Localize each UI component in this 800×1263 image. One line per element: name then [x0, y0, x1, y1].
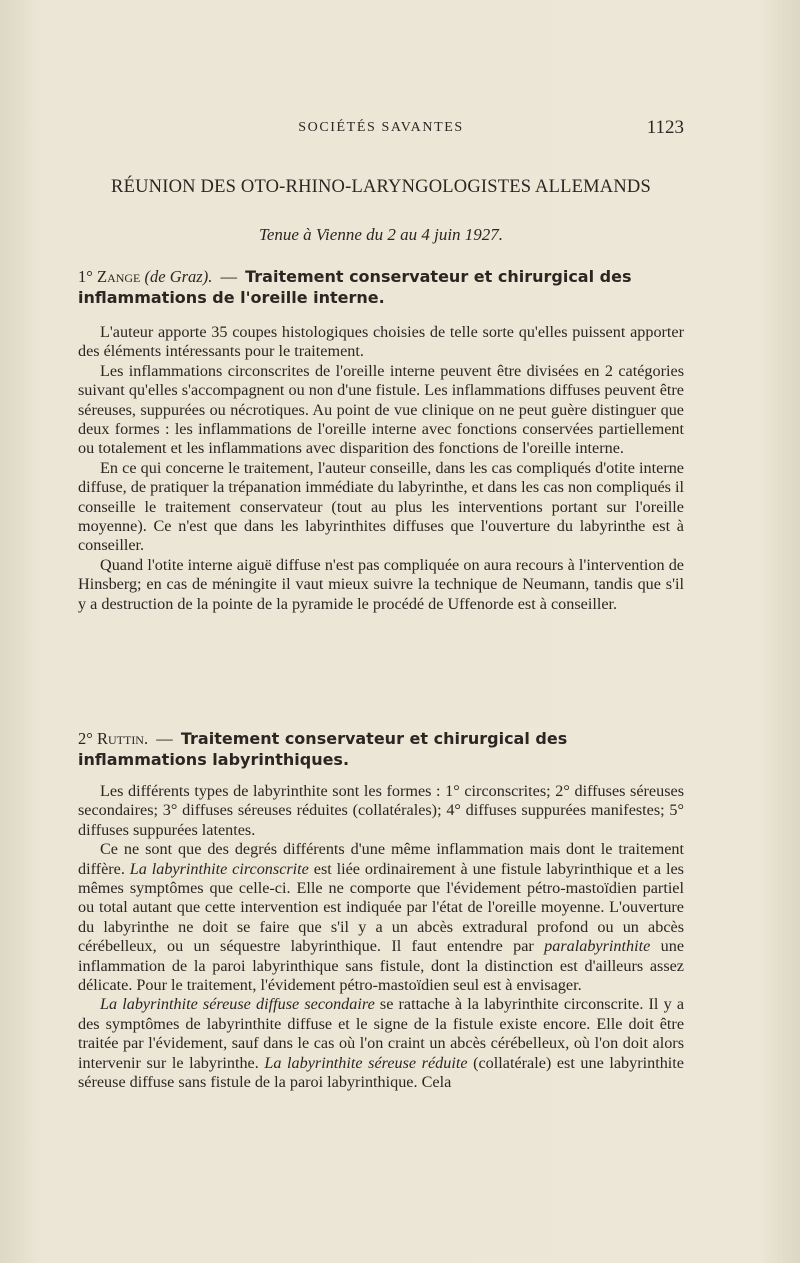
section-2-paragraph-2 [78, 840, 684, 995]
section-1-affiliation: (de Graz). [144, 267, 213, 286]
article-subheading: Tenue à Vienne du 2 au 4 juin 1927. [258, 225, 504, 244]
section-2-body [78, 782, 684, 1093]
section-1-paragraph-3: En ce qui concerne le traitement, l'auteur conseille, dans les cas compliqués d'otite interne diffuse, de pratiquer la trépanation immédiate du labyrinthe, et dans les cas non compliqués il conseille le traitement conservateur (tout au plus les interventions portant sur l'oreille moyenne). Ce n'est que dans les labyrinthites diffuses que l'ouverture du labyrinthe est à conseiller. [78, 458, 684, 555]
section-2-paragraph-3-italic-a: La labyrinthite séreuse diffuse secondaire [100, 995, 375, 1014]
section-2-paragraph-2-italic-a: La labyrinthite circonscrite [129, 859, 309, 878]
section-1-author: Zange [96, 267, 141, 286]
running-head [78, 117, 684, 142]
section-1-number: 1° [78, 267, 93, 286]
section-1-title-line [78, 266, 684, 308]
section-2-paragraph-1: Les différents types de labyrinthite sont les formes : 1° circonscrites; 2° diffuses séreuses secondaires; 3° diffuses séreuses réduites (collatérales); 4° diffuses suppurées manifestes; 5° diffuses suppurées latentes. [78, 782, 684, 839]
section-2-separator: — [156, 729, 173, 748]
article-heading: RÉUNION DES OTO-RHINO-LARYNGOLOGISTES ALLEMANDS [111, 177, 651, 197]
page-number: 1123 [646, 117, 684, 138]
section-1-paragraph-1: L'auteur apporte 35 coupes histologiques choisies de telle sorte qu'elles puissent apporter des éléments intéressants pour le traitement. [78, 323, 684, 361]
running-head-title: SOCIÉTÉS SAVANTES [298, 120, 464, 135]
section-2-paragraph-2-text-a: Ce ne sont que des degrés différents d'une même inflammation mais dont le traitement diffère. [78, 840, 684, 878]
section-2-paragraph-3-text-b: (collatérale) est une labyrinthite séreuse diffuse sans fistule de la paroi labyrinthique. Cela [78, 1053, 684, 1092]
section-2-number: 2° [78, 729, 93, 748]
section-1-title: Traitement conservateur et chirurgical des inflammations de l'oreille interne. [78, 267, 632, 307]
section-2-paragraph-3-text-a: se rattache à la labyrinthite circonscrite. Il y a des symptômes de labyrinthite diffuse et le signe de la fistule existe encore. Elle doit être traitée par l'évidement, sauf dans le cas où l'on craint un abcès cérébelleux, où l'on doit alors intervenir sur le labyrinthe. [78, 995, 685, 1072]
section-2-paragraph-2-text-b: est liée ordinairement à une fistule labyrinthique et a les mêmes symptômes que celle-ci. Elle ne comporte que l'évidement pétro-mastoïdien partiel ou total autant que cette intervention est indiquée par l'état de l'oreille moyenne. L'ouverture du labyrinthe ne doit se faire que s'il y a un abcès extradural profond ou un abcès cérébelleux, ou un séquestre labyrinthique. Il faut entendre par [78, 859, 684, 956]
section-2-title: Traitement conservateur et chirurgical des inflammations labyrinthiques. [78, 729, 568, 769]
section-2-paragraph-3 [78, 995, 684, 1092]
section-1-body [78, 323, 684, 614]
section-2-title-line [78, 728, 684, 770]
section-1-paragraph-4: Quand l'otite interne aiguë diffuse n'est pas compliquée on aura recours à l'intervention de Hinsberg; en cas de méningite il vaut mieux suivre la technique de Neumann, tandis que s'il y a destruction de la pointe de la pyramide le procédé de Uffenorde est à conseiller. [78, 555, 684, 613]
section-2-author: Ruttin. [96, 729, 149, 748]
section-1-paragraph-2: Les inflammations circonscrites de l'oreille interne peuvent être divisées en 2 catégories suivant qu'elles s'accompagnent ou non d'une fistule. Les inflammations diffuses peuvent être séreuses, suppurées ou nécrotiques. Au point de vue clinique on ne peut guère distinguer que deux formes : les inflammations de l'oreille interne avec fonctions conservées partiellement ou totalement et les inflammations avec disparition des fonctions de l'oreille interne. [78, 361, 684, 458]
section-2-paragraph-2-italic-b: paralabyrinthite [544, 937, 651, 956]
section-2-paragraph-3-italic-b: La labyrinthite séreuse réduite [264, 1053, 468, 1072]
section-1-separator: — [220, 267, 237, 286]
section-2-paragraph-2-text-c: une inflammation de la paroi labyrinthique sans fistule, dont la distinction est d'ailleurs assez délicate. Pour le traitement, l'évidement pétro-mastoïdien seul est à envisager. [78, 937, 684, 995]
